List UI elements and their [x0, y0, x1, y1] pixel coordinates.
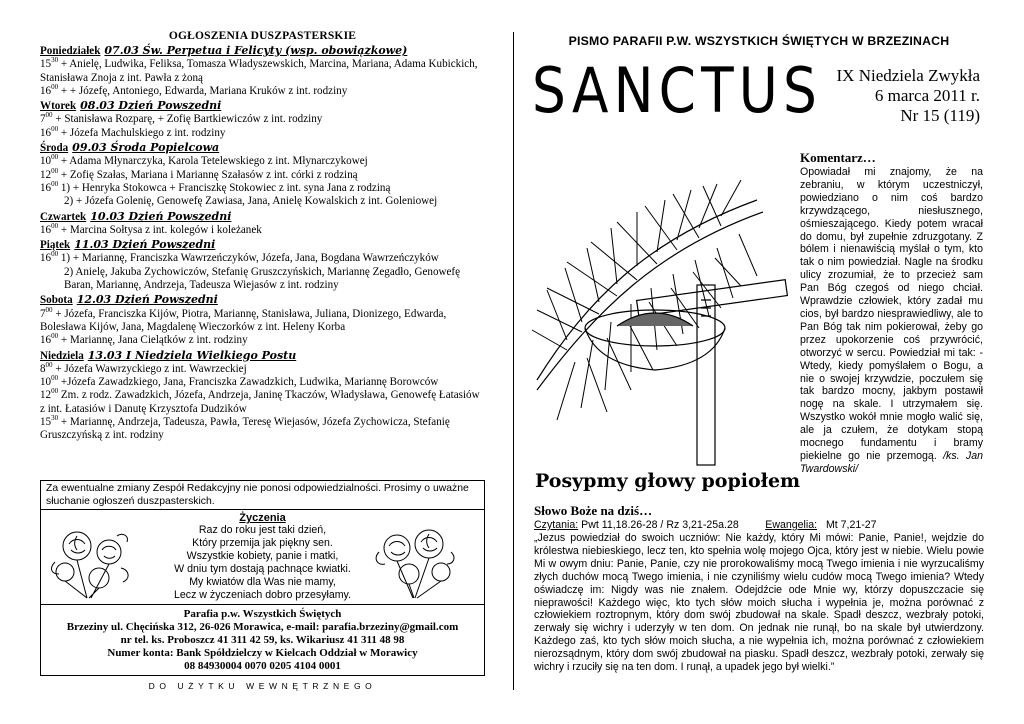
- mass-intention: [40, 124, 485, 140]
- mass-text: 2) + Józefa Golenię, Genowefę Zawiasa, Jana, Anielę Kowalskich z int. Goleniowej: [64, 195, 438, 208]
- mass-time: $16^{00}$: [40, 124, 59, 139]
- day-header: [40, 238, 485, 252]
- mass-intention: [40, 58, 485, 85]
- commentary-text: [800, 166, 983, 476]
- illustration-caption: Posypmy głowy popiołem: [535, 470, 801, 492]
- mass-time: $12^{00}$: [40, 387, 59, 402]
- mass-time: $16^{00}$: [40, 250, 59, 265]
- day-header: [40, 293, 485, 307]
- day-title: 11.03 Dzień Powszedni: [74, 238, 216, 252]
- announcements-section: [40, 30, 485, 443]
- mass-time: $16^{00}$: [40, 82, 59, 97]
- day-block: [40, 349, 485, 443]
- internal-use-label: DO UŻYTKU WEWNĘTRZNEGO: [148, 681, 377, 691]
- day-title: 10.03 Dzień Powszedni: [90, 209, 232, 223]
- mass-time: $7^{00}$: [40, 305, 53, 320]
- commentary-author: /ks. Jan Twardowski/: [800, 449, 983, 475]
- mass-time: $7^{00}$: [40, 111, 53, 126]
- mass-text: 1) + Mariannę, Franciszka Wawrzeńczyków, Józefa, Jana, Bogdana Wawrzeńczyków: [58, 252, 439, 265]
- mass-intention: [40, 195, 485, 208]
- day-name: Sobota: [40, 294, 73, 307]
- wishes-line: Raz do roku jest taki dzień,: [198, 524, 327, 536]
- day-header: [40, 141, 485, 155]
- gospel-ref: Mt 7,21-27: [825, 519, 877, 531]
- day-header: [40, 210, 485, 224]
- parish-line: 08 84930004 0070 0205 4104 0001: [184, 660, 341, 672]
- parish-line: Parafia p.w. Wszystkich Świętych: [183, 608, 342, 620]
- mass-text: + Józefa Wawrzyckiego z int. Wawrzeckiej: [52, 362, 247, 375]
- mass-time: $16^{00}$: [40, 221, 59, 236]
- day-block: [40, 210, 485, 238]
- mass-intention: [40, 360, 485, 376]
- page-divider: [513, 32, 514, 690]
- commentary-title: Komentarz…: [800, 150, 876, 165]
- day-block: [40, 141, 485, 208]
- mass-text: + Anielę, Ludwika, Feliksa, Tomasza Władyszewskich, Marcina, Mariana, Adama Kubickich, Stanisława Znoja z int. Pawła z żoną: [40, 58, 478, 84]
- mass-time: $16^{00}$: [40, 332, 59, 347]
- wishes-line: W dniu tym dostają pachnące kwiatki.: [174, 563, 351, 575]
- mass-text: + Mariannę, Andrzeja, Tadeusza, Pawła, Teresę Wiejasów, Józefa Zychowicza, Stefanię Gruszczyńską z int. rodziny: [40, 416, 450, 442]
- flower-bouquet-icon: [47, 522, 137, 600]
- wishes-line: My kwiatów dla Was nie mamy,: [189, 576, 336, 588]
- sanctus-logo: SANCTUS: [532, 54, 822, 127]
- day-block: [40, 44, 485, 98]
- day-header: [40, 99, 485, 113]
- day-name: Piątek: [40, 239, 71, 252]
- mass-text: + Mariannę, Jana Cielątków z int. rodziny: [58, 334, 248, 347]
- mass-text: + Stanisława Rozparę, + Zofię Bartkiewiczów z int. rodziny: [52, 113, 323, 126]
- day-block: [40, 99, 485, 140]
- mass-intention: [40, 155, 485, 168]
- readings-refs: Pwt 11,18.26-28 / Rz 3,21-25a.28: [581, 519, 739, 531]
- day-name: Środa: [40, 142, 69, 155]
- mass-intention: [40, 166, 485, 182]
- mass-intention: [40, 389, 485, 416]
- mass-text: 2) Anielę, Jakuba Zychowiczów, Stefanię Gruszczyńskich, Mariannę Zegadło, Genowefę Baran, Mariannę, Andrzeja, Tadeusza Wiejasów z int. rodziny: [64, 265, 461, 292]
- mass-intention: [40, 266, 485, 293]
- parish-line: Numer konta: Bank Spółdzielczy w Kielcach Oddział w Morawicy: [107, 647, 418, 659]
- day-title: 09.03 Środa Popielcowa: [72, 141, 220, 155]
- mass-intention: [40, 221, 485, 237]
- mass-intention: [40, 416, 485, 443]
- issue-line: 6 marca 2011 r.: [874, 86, 980, 105]
- editorial-note: Za ewentualne zmiany Zespół Redakcyjny nie ponosi odpowiedzialności. Prosimy o uważne słuchanie ogłoszeń duszpasterskich.: [40, 480, 485, 510]
- wishes-line: Który przemija jak piękny sen.: [192, 537, 333, 549]
- mass-text: + Józefa Machulskiego z int. rodziny: [58, 126, 226, 139]
- gospel-label: Ewangelia:: [765, 519, 818, 531]
- day-name: Czwartek: [40, 210, 87, 223]
- masthead-title: PISMO PARAFII P.W. WSZYSTKICH ŚWIĘTYCH W BRZEZINACH: [568, 34, 950, 48]
- day-name: Poniedziałek: [40, 45, 101, 57]
- mass-text: + Marcina Sołtysa z int. kolegów i koleżanek: [58, 223, 262, 236]
- day-block: [40, 293, 485, 347]
- gospel-text: „Jezus powiedział do swoich uczniów: Nie każdy, który Mi mówi: Panie, Panie!, wejdzie do królestwa niebieskiego, lecz ten, kto spełnia wolę mojego Ojca, który jest w niebie. Wielu powie Mi w owym dniu: Panie, Panie, czy nie prorokowaliśmy mocą Twego imienia i nie wyrzucaliśmy złych duchów mocą Twego imienia, i nie czyniliśmy wielu cudów mocą Twego imienia? Wtedy oświadczę im: Nigdy was nie znałem. Odejdźcie ode Mnie wy, którzy dopuszczacie się nieprawości! Każdego więc, kto tych słów moich słucha i wypełnia je, można porównać z człowiekiem roztropnym, który dom swój zbudował na skale. Spadł deszcz, wezbrały potoki, zerwały się wichry i uderzyły w ten dom. On jednak nie runął, bo na skale był utwierdzony. Każdego zaś, kto tych słów moich słucha, a nie wypełnia ich, można porównać z człowiekiem nierozsądnym, który dom swój zbudował na piasku. Spadł deszcz, wezbrały potoki, zerwały się wichry i rzuciły się na ten dom. I runął, a upadek jego był wielki.”: [534, 532, 984, 674]
- issue-info: [837, 66, 981, 126]
- mass-time: $8^{00}$: [40, 360, 53, 375]
- mass-intention: [40, 252, 485, 265]
- mass-text: + Adama Młynarczyka, Karola Tetelewskiego z int. Młynarczykowej: [58, 155, 368, 168]
- mass-text: Zm. z rodz. Zawadzkich, Józefa, Andrzeja, Janinę Tkaczów, Władysława, Genowefę Łatasiów z int. Łatasiów i Danutę Krzysztofa Dudzików: [40, 389, 480, 415]
- mass-time: $10^{00}$: [40, 153, 59, 168]
- day-header: [40, 349, 485, 363]
- mass-text: + Józefa, Franciszka Kijów, Piotra, Mariannę, Stanisława, Juliana, Dionizego, Edwarda, Bolesława Kijów, Jana, Magdalenę Wieczorków z int. Heleny Korba: [40, 307, 447, 333]
- day-name: Niedziela: [40, 349, 84, 362]
- announcements-list: [40, 44, 485, 443]
- mass-time: $16^{00}$: [40, 179, 59, 194]
- mass-text: +Józefa Zawadzkiego, Jana, Franciszka Zawadzkich, Ludwika, Mariannę Borowców: [58, 376, 439, 389]
- mass-intention: [40, 334, 485, 347]
- day-title: 13.03 I Niedziela Wielkiego Postu: [87, 348, 297, 362]
- palm-branch-cross-ash-bowl-icon: [527, 150, 789, 470]
- day-title: 12.03 Dzień Powszedni: [76, 293, 218, 307]
- word-of-god-title: Słowo Boże na dziś…: [534, 503, 653, 518]
- mass-intention: [40, 82, 485, 98]
- wishes-box: [40, 508, 485, 605]
- mass-time: $10^{00}$: [40, 374, 59, 389]
- mass-text: 1) + Henryka Stokowca + Franciszkę Stokowiec z int. syna Jana z rodziną: [58, 181, 391, 194]
- readings-label: Czytania:: [534, 519, 579, 531]
- mass-time: $15^{30}$: [40, 414, 59, 429]
- day-block: [40, 238, 485, 292]
- day-title: 07.03 Św. Perpetua i Felicyty (wsp. obowiązkowe): [104, 44, 408, 57]
- parish-contact-box: [40, 604, 485, 676]
- mass-time: $12^{00}$: [40, 166, 59, 181]
- wishes-line: Lecz w życzeniach dobro przesyłamy.: [173, 589, 352, 601]
- mass-time: $15^{30}$: [40, 56, 59, 71]
- issue-line: IX Niedziela Zwykła: [836, 66, 980, 85]
- announcements-title: OGŁOSZENIA DUSZPASTERSKIE: [168, 30, 357, 42]
- flower-bouquet-icon: [369, 522, 459, 600]
- mass-intention: [40, 305, 485, 335]
- mass-intention: [40, 113, 485, 126]
- mass-intention: [40, 179, 485, 195]
- wishes-title: Życzenia: [239, 512, 286, 524]
- commentary-body: Opowiadał mi znajomy, że na zebraniu, w którym uczestniczył, powiedziano o nim coś bardzo krzywdzącego, niesłusznego, ośmieszającego. Kiedy potem wracał do domu, był zupełnie zdruzgotany. Z bólem i nienawiścią myślał o tym, kto tak o nim powiedział. Nagle na środku ulicy zrozumiał, że to przecież sam Pan Bóg czegoś od niego chciał. Wprawdzie człowiek, który zadał mu cios, był bardzo niesprawiedliwy, ale to Pan Bóg tak nim pokierował, żeby go przez upokorzenie coś przywrócić, otworzyć w sercu. Powiedział mi tak: - Wtedy, kiedy pomyślałem o Bogu, a nie o swojej krzywdzie, poczułem się tak bardzo mocny, jakbym postawił nogę na skale. I utrzymałem się. Wszystko wokół mnie mogło walić się, ale ja czułem, że dotykam stopą mocnego fundamentu i bramy piekielne go nie przemogą.: [800, 166, 983, 462]
- mass-intention: [40, 376, 485, 389]
- day-name: Wtorek: [40, 100, 77, 113]
- mass-text: + + Józefę, Antoniego, Edwarda, Mariana Kruków z int. rodziny: [58, 84, 348, 97]
- issue-line: Nr 15 (119): [900, 106, 980, 125]
- wishes-line: Wszystkie kobiety, panie i matki,: [186, 550, 339, 562]
- parish-line: nr tel. ks. Proboszcz 41 311 42 59, ks. Wikariusz 41 311 48 98: [120, 634, 405, 646]
- day-header: [40, 44, 485, 58]
- day-title: 08.03 Dzień Powszedni: [80, 99, 222, 113]
- mass-text: + Zofię Szałas, Mariana i Mariannę Szałasów z int. córki z rodziną: [58, 168, 358, 181]
- parish-line: Brzeziny ul. Chęcińska 312, 26-026 Morawica, e-mail: parafia.brzeziny@gmail.com: [66, 621, 459, 633]
- readings-line: [534, 519, 877, 531]
